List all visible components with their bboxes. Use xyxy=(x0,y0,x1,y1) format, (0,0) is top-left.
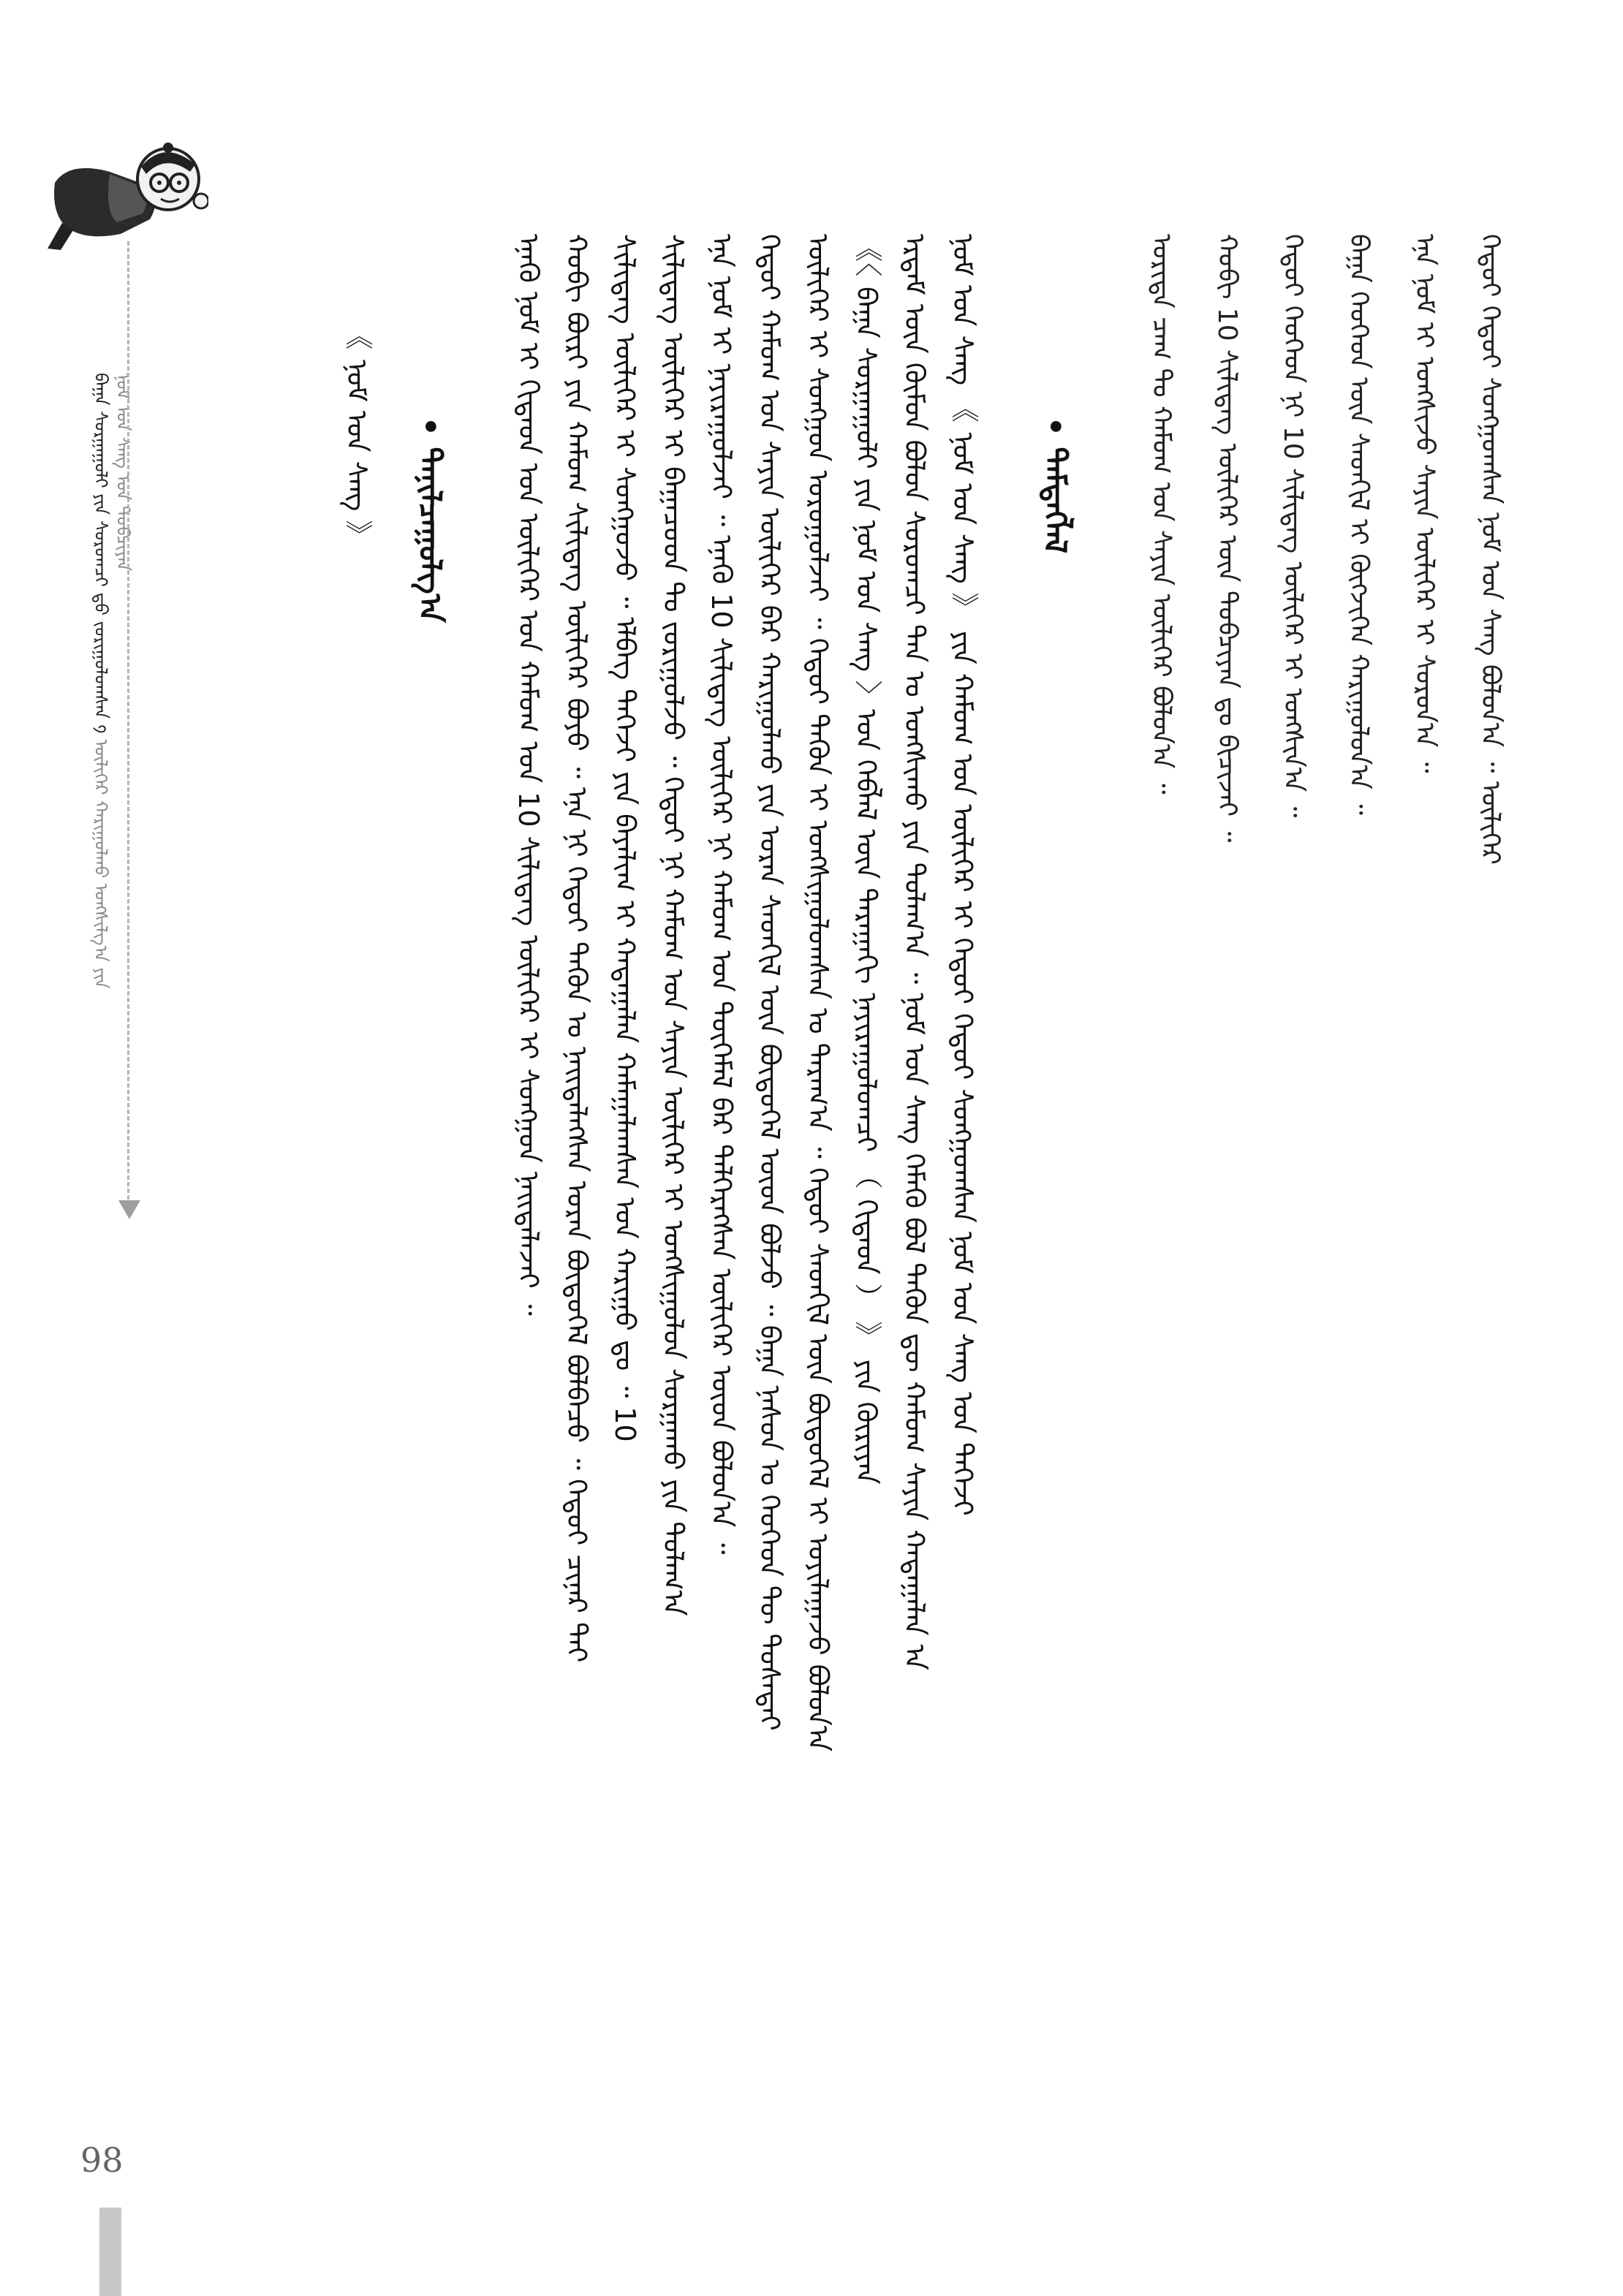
boy-mascot-icon xyxy=(40,132,208,256)
intro-line: ᠡᠨᠡ ᠨᠣᠮ ᠢ ᠨᠠᠶᠢᠷᠠᠭᠤᠯᠵᠠᠢ ᠃ ᠡᠨᠡᠬᠦ 10 ᠰᠢᠯᠢᠳᠡᠭ ᠦᠯᠢᠭᠡᠷ ᠨᠢ ᠬᠠᠮᠤᠭ ᠤᠨ ᠲᠦᠭᠡᠮᠡᠯ ᠪᠡᠷ ᠳᠡᠯᠭᠡᠷᠡᠭᠰᠡᠨ ᠦᠯᠢᠭᠡᠷ ᠦᠳ ᠪᠣᠯᠤᠨ᠎ᠠ ᠃ xyxy=(705,234,738,1555)
intro-line: ᠰᠢᠯᠢᠳᠡᠭ ᠦᠯᠢᠭᠡᠷ ᠢ ᠰᠣᠩᠭᠣᠵᠤ ᠃ ᠡᠯᠪᠡᠭ ᠳᠡᠭᠡᠵᠢ ᠶᠢᠨ ᠪᠠᠶᠠᠯᠢᠭ ᠢ ᠬᠠᠳᠠᠭᠠᠯᠠᠨ ᠬᠠᠮᠠᠭᠠᠯᠠᠭᠰᠠᠨ ᠤᠨ ᠬᠠᠷᠢᠭᠤ ᠳᠤ ᠃ 10 xyxy=(609,234,641,1442)
dashed-divider xyxy=(127,241,129,1206)
page-edge-tab xyxy=(99,2208,121,2296)
bullet-icon: • xyxy=(412,417,448,436)
bullet-icon: • xyxy=(1037,417,1073,436)
section-heading-intro-text: ᠲᠠᠨᠢᠯᠴᠠᠭᠤᠯᠭ᠎ᠠ xyxy=(412,447,448,623)
triangle-marker-icon xyxy=(118,1200,140,1219)
poem-line: ᠡᠨᠡ ᠨᠣᠮ ᠢ ᠤᠩᠰᠢᠵᠤ ᠰᠠᠶᠢᠨ ᠦᠯᠢᠭᠡᠷ ᠢ ᠰᠤᠷᠤᠨ᠎ᠠ ᠃ xyxy=(1410,234,1439,773)
intro-line: ᠦᠯᠢᠭᠡᠷ ᠢ ᠰᠣᠩᠭᠣᠨ ᠣᠷᠣᠭᠤᠯᠵᠠᠢ ᠃ ᠬᠡᠳᠦᠢ ᠲᠡᠭᠦᠨ ᠢ ᠤᠩᠰᠢᠭᠤᠯᠤᠭᠰᠠᠨ ᠤ ᠳᠠᠷᠠᠭ᠎ᠠ ᠃ ᠬᠡᠳᠦᠢ ᠰᠡᠳᠬᠢᠯ ᠦᠨ ᠪᠦᠲᠦᠭᠡᠯ ᠢ ᠣᠶᠢᠯᠠᠭᠠᠵᠤ ᠪᠣᠯᠤᠨ᠎ᠠ xyxy=(802,234,834,1752)
section-heading-excerpt xyxy=(1038,417,1072,553)
poem-line: ᠤᠷᠢᠳᠠ ᠴᠠᠭ ᠲᠤ ᠬᠠᠮᠤᠭ ᠤᠨ ᠰᠠᠶᠢᠨ ᠦᠯᠢᠭᠡᠷ ᠪᠤᠯᠤᠨ᠎ᠠ ᠃ xyxy=(1146,234,1176,795)
intro-line: ᠡᠷᠳᠡᠮ ᠦᠨ ᠬᠦᠮᠦᠨ ᠪᠣᠯᠤᠨ ᠰᠤᠷᠤᠭᠴᠢ ᠲᠠᠨ ᠤ ᠤᠩᠰᠢᠬᠤ ᠶᠢᠨ ᠲᠤᠯᠠᠭ᠎ᠠ ᠃ ᠨᠣᠮ ᠤᠨ ᠰᠠᠩ ᠬᠡᠮᠡᠬᠦ ᠪᠤᠯ ᠲᠡᠭᠦᠨ ᠳᠦ ᠬᠠᠮᠤᠭ ᠰᠠᠶᠢᠨ ᠬᠠᠳᠠᠭᠠᠯᠠᠨ ᠠ xyxy=(898,234,931,1670)
intro-line: ᠰᠢᠯᠢᠳᠡᠭ ᠦᠯᠢᠭᠡᠷ ᠢ ᠪᠠᠭᠠᠴᠤᠳ ᠲᠤ ᠵᠣᠷᠢᠭᠤᠯᠵᠤ ᠃ ᠬᠡᠳᠦᠢ ᠨᠢ ᠬᠠᠮᠤᠭ ᠤᠨ ᠰᠠᠶᠢᠨ ᠦᠯᠢᠭᠡᠷ ᠢ ᠤᠩᠰᠢᠭᠤᠯᠤᠨ ᠰᠤᠷᠭᠠᠬᠤ ᠶᠢᠨ ᠲᠤᠯᠠᠭ᠎ᠠ xyxy=(657,234,689,1616)
intro-line: ᠨᠣᠮ ᠤᠨ ᠰᠠᠩ 《 ᠨᠣᠮ ᠤᠨ ᠰᠠᠩ 》 ᠶᠢᠨ ᠬᠠᠮᠤᠭ ᠤᠨ ᠦᠯᠢᠭᠡᠷ ᠢ ᠬᠡᠳᠦᠢ ᠬᠡᠳᠦᠢ ᠰᠣᠩᠭᠣᠭᠰᠠᠨ ᠨᠣᠮ ᠤᠨ ᠰᠠᠩ ᠤᠨ ᠳᠡᠭᠡᠵᠢ xyxy=(947,234,979,1516)
poem-line: ᠬᠡᠳᠦᠢ ᠬᠡᠦᠬᠡᠳ ᠨᠢ 10 ᠰᠢᠯᠢᠳᠡᠭ ᠦᠯᠢᠭᠡᠷ ᠢ ᠤᠩᠰᠢᠨ᠎ᠠ ᠃ xyxy=(1278,234,1308,818)
sidebar xyxy=(40,132,135,994)
section-heading-excerpt-text: ᠲᠡᠮᠳᠡᠭᠯᠡᠯ xyxy=(1037,447,1073,554)
poem-line: ᠪᠠᠭᠠ ᠬᠡᠦᠬᠡᠳ ᠦᠨ ᠰᠡᠳᠬᠢᠯ ᠢ ᠬᠦᠭᠵᠢᠭᠡᠨ ᠬᠠᠷᠢᠭᠤᠯᠤᠨ᠎ᠠ ᠃ xyxy=(1344,234,1374,815)
book-title: 《 ᠨᠣᠮ ᠤᠨ ᠰᠠᠩ 》 xyxy=(341,322,373,549)
intro-line: ᠡᠨᠡᠬᠦ ᠨᠣᠮ ᠢ ᠬᠢᠲᠠᠳ ᠤᠨ ᠦᠯᠢᠭᠡᠷ ᠤᠨ ᠬᠠᠮᠤᠭ ᠤᠨ 10 ᠰᠢᠯᠢᠳᠡᠭ ᠦᠯᠢᠭᠡᠷ ᠢ ᠰᠣᠩᠭᠣᠨ ᠨᠡᠢᠲᠡᠯᠡᠵᠡᠢ ᠃ xyxy=(512,234,545,1316)
section-heading-intro xyxy=(413,417,447,623)
running-head-main: ᠪᠠᠭᠠ ᠰᠤᠷᠭᠠᠭᠤᠯᠢ ᠶᠢᠨ ᠰᠤᠷᠤᠭᠴᠢ ᠳ᠋ᠤ ᠵᠣᠷᠢᠭᠤᠯᠤᠭᠰᠠᠨ ᠀ xyxy=(91,373,111,734)
running-head-sub: ᠦᠯᠢᠭᠡᠷ ᠬᠠᠷᠢᠭᠤᠯᠬᠤ ᠤᠩᠰᠢᠯᠭ᠎ᠠ ᠶᠢᠨ ᠨᠣᠮ ᠤᠨ ᠰᠠᠩ ᠤᠨ ᠲᠣᠪᠴᠢᠶᠠᠨ xyxy=(91,373,133,989)
page-number: 98 xyxy=(80,2140,124,2180)
intro-line: ᠬᠡᠳᠦᠢ ᠬᠠᠮᠤᠭ ᠤᠨ ᠰᠠᠶᠢᠨ ᠦᠯᠢᠭᠡᠷ ᠪᠠᠷ ᠬᠠᠷᠢᠭᠤᠯᠬᠤ ᠶᠢᠨ ᠤᠷᠠᠨ ᠰᠡᠳᠭᠢᠯ ᠦᠨ ᠪᠦᠲᠦᠭᠡᠯ ᠦᠳ ᠪᠣᠯᠵᠤ ᠃ ᠪᠠᠭᠠ ᠨᠠᠰᠤᠨ ᠤ ᠬᠡᠦᠬᠡᠳ ᠲᠦ ᠲᠤᠰᠠᠳᠠᠢ xyxy=(754,234,786,1731)
poem-line: ᠬᠡᠳᠦᠢ ᠬᠡᠳᠦᠢ ᠰᠣᠩᠭᠣᠭᠰᠠᠨ ᠨᠣᠮ ᠤᠨ ᠰᠠᠩ ᠪᠤᠯᠤᠨ᠎ᠠ ᠃ ᠦᠯᠢᠭᠡᠷ xyxy=(1475,234,1505,865)
intro-line: 《〈 ᠪᠠᠭᠠ ᠰᠤᠷᠭᠠᠭᠤᠯᠢ ᠶᠢᠨ ᠨᠣᠮ ᠤᠨ ᠰᠠᠩ 〉ᠤᠨ ᠬᠡᠪᠯᠡᠯ ᠦᠨ ᠳᠠᠷᠠᠭᠠᠬᠢ ᠨᠠᠶᠢᠷᠠᠭᠤᠯᠤᠭᠴᠢ （ ᠬᠢᠲᠠᠳ ） 》 ᠶᠢᠨ ᠬᠦᠷᠢᠶᠡᠨ xyxy=(850,234,882,1485)
intro-line: ᠬᠤᠪᠢ ᠪᠦᠷᠢ ᠶᠢᠨ ᠬᠠᠮᠤᠭ ᠰᠢᠯᠢᠳᠡᠭ ᠦᠯᠢᠭᠡᠷ ᠪᠤᠶᠤ ᠃ ᠡᠨᠡ ᠨᠢ ᠬᠡᠳᠦᠢ ᠲᠡᠭᠦᠨ ᠤ ᠨᠡᠢᠲᠡᠯᠡᠭᠰᠡᠨ ᠤᠷᠠᠨ ᠪᠦᠲᠦᠭᠡᠯ ᠪᠣᠯᠪᠠᠴᠤ ᠃ ᠬᠡᠳᠦᠢ ᠴᠢᠨᠠᠷ ᠲᠠᠢ xyxy=(561,234,593,1663)
poem-line: ᠬᠤᠪᠢ 10 ᠰᠢᠯᠢᠳᠡᠭ ᠦᠯᠢᠭᠡᠷ ᠦᠨ ᠲᠣᠪᠴᠢᠶᠠᠨ ᠳᠤ ᠪᠢᠴᠢᠵᠡᠢ ᠃ xyxy=(1212,234,1242,843)
